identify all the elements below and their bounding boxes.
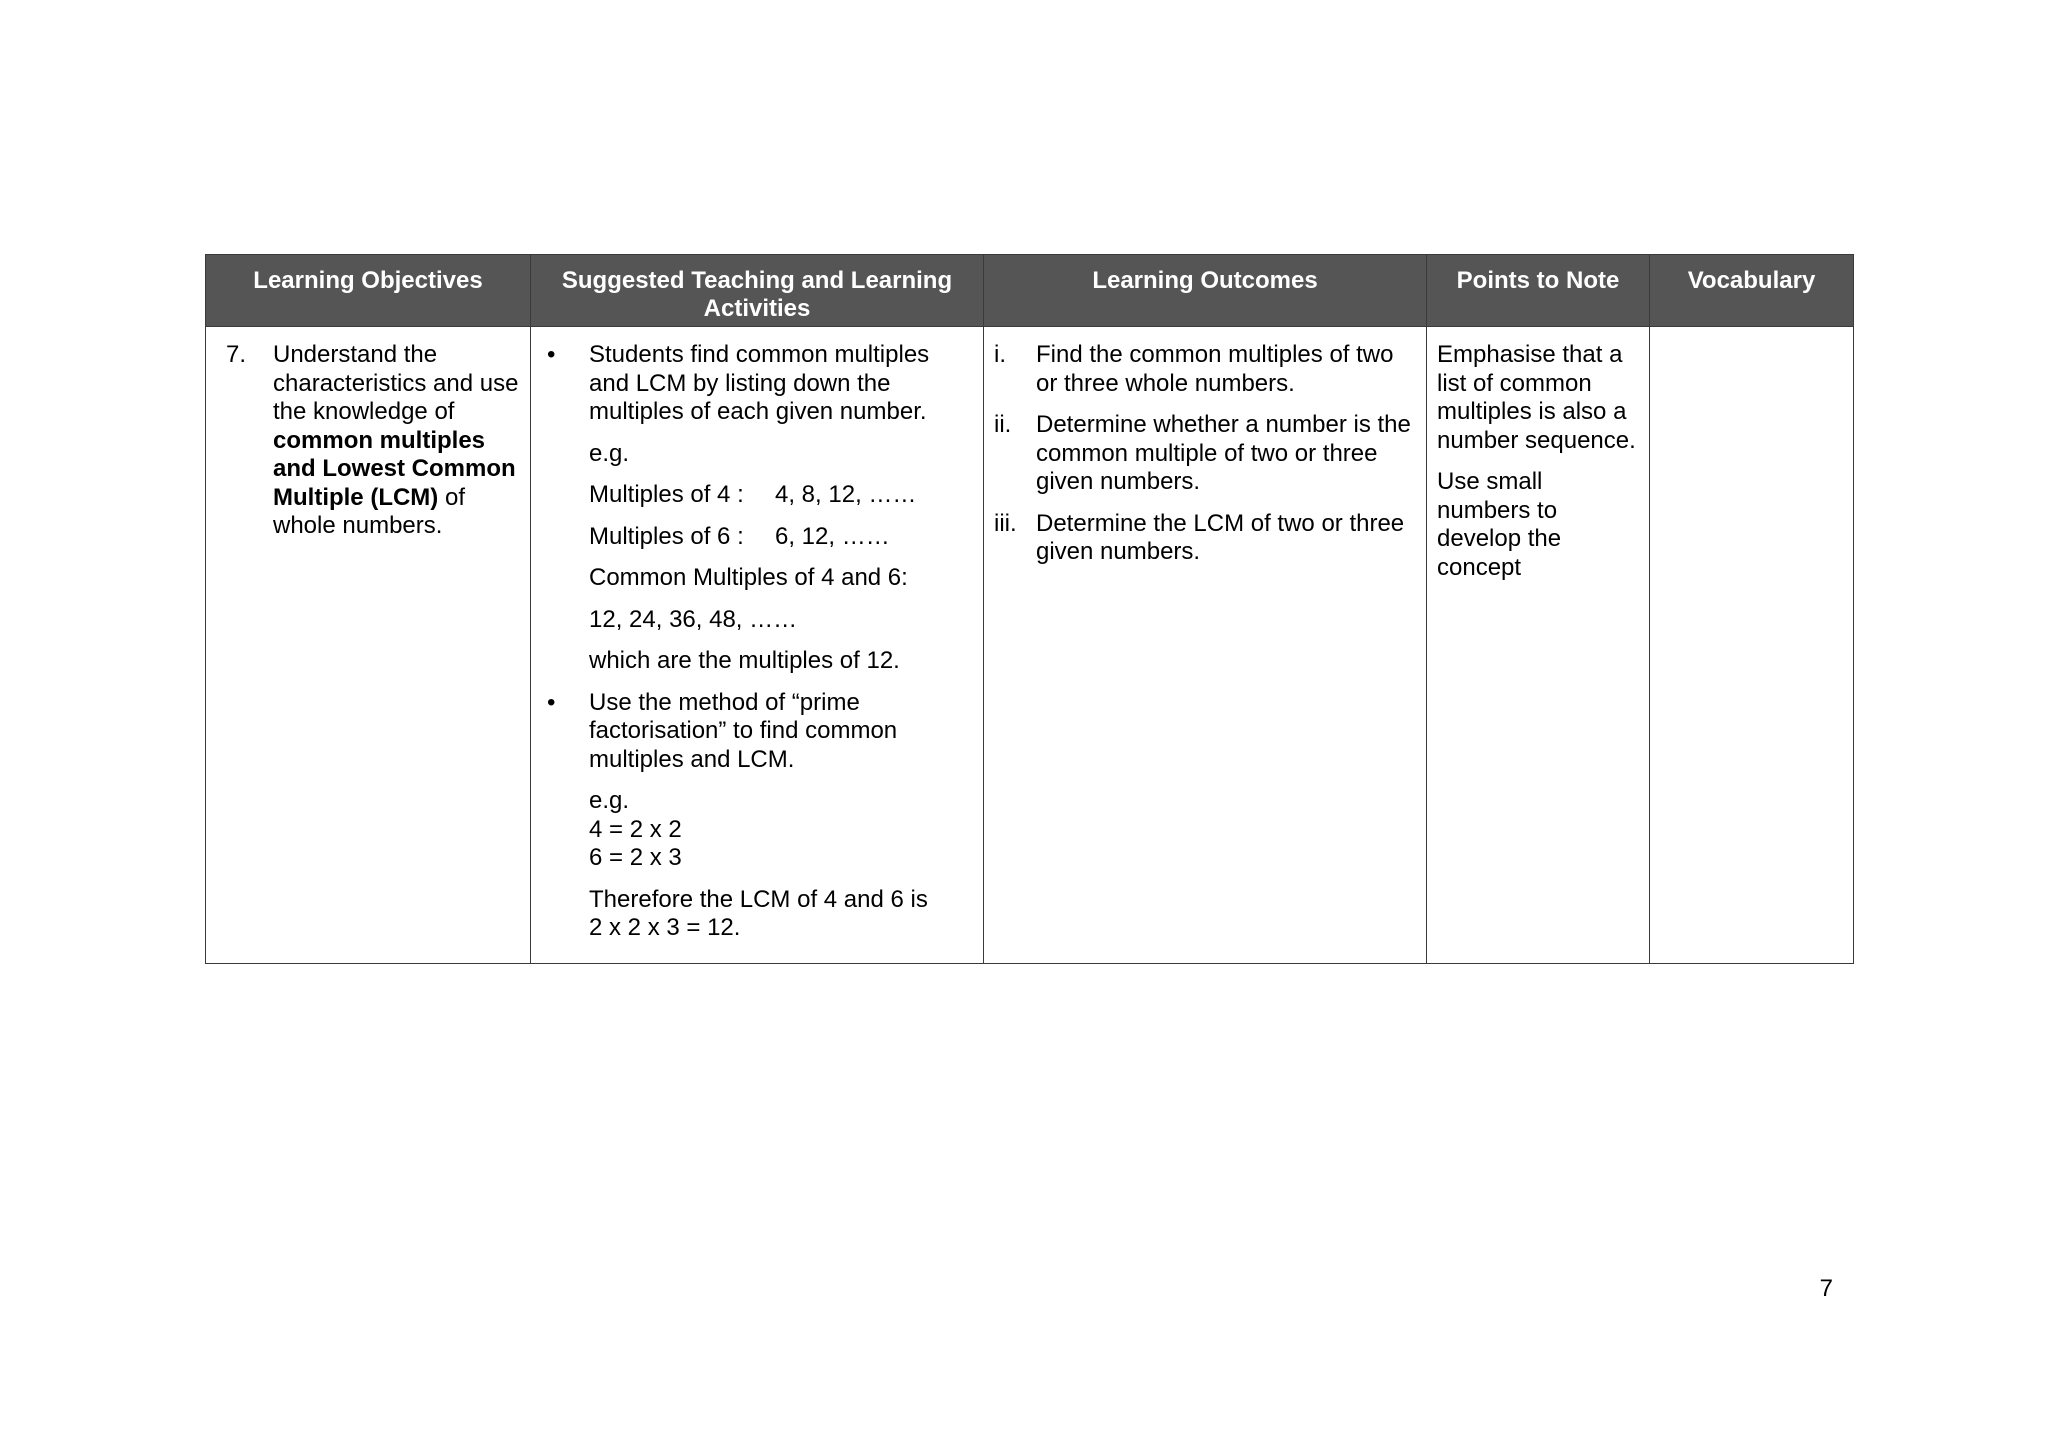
objective-text-part-2: of whole numbers.	[273, 483, 465, 539]
activities-cell	[531, 327, 984, 964]
lcm-conclusion	[541, 886, 973, 943]
objective-bold-term: common multiples and Lowest Common Multiple (LCM)	[273, 426, 516, 511]
example-label: e.g.	[589, 439, 630, 467]
points-cell	[1427, 327, 1650, 964]
header-vocabulary: Vocabulary	[1650, 255, 1854, 327]
activity-text: Students find common multiples and LCM by listing down the multiples of each given number.	[589, 341, 930, 425]
multiples-of-6-values: 6, 12, ……	[775, 522, 890, 550]
vocabulary-cell	[1650, 327, 1854, 964]
factorisation-6: 6 = 2 x 3	[589, 844, 682, 871]
activity-text: Use the method of “prime factorisation” to find common multiples and LCM.	[589, 688, 898, 773]
objective-number: 7.	[226, 341, 247, 368]
bullet-icon: •	[547, 341, 556, 368]
activity-item-listing	[541, 341, 973, 427]
header-row	[206, 255, 1854, 327]
page-number: 7	[1819, 1275, 1833, 1302]
example-block	[541, 787, 973, 873]
multiples-of-4-label: Multiples of 4 :	[589, 481, 744, 508]
outcome-text: Determine the LCM of two or three given numbers.	[1036, 509, 1405, 565]
multiples-of-6-label: Multiples of 6 :	[589, 522, 744, 550]
multiples-of-12-note: which are the multiples of 12.	[589, 647, 900, 674]
outcome-marker: ii.	[994, 411, 1012, 438]
objective-text	[273, 341, 520, 541]
multiples-of-4-line	[541, 481, 973, 510]
factorisation-4: 4 = 2 x 2	[589, 815, 682, 843]
multiples-of-6-line	[541, 523, 973, 552]
example-label: e.g.	[589, 787, 630, 814]
multiples-of-4-values: 4, 8, 12, ……	[775, 481, 917, 508]
outcome-marker: i.	[994, 341, 1006, 368]
syllabus-table	[205, 254, 1854, 964]
outcome-marker: iii.	[994, 509, 1017, 537]
header-suggested-activities: Suggested Teaching and Learning Activities	[531, 255, 984, 327]
outcome-item	[994, 341, 1416, 398]
header-points-to-note: Points to Note	[1427, 255, 1650, 327]
header-learning-objectives: Learning Objectives	[206, 255, 531, 327]
objective-item	[216, 341, 520, 541]
common-multiples-values: 12, 24, 36, 48, ……	[589, 605, 798, 633]
content-row	[206, 327, 1854, 964]
outcome-text: Find the common multiples of two or three whole numbers.	[1036, 341, 1394, 397]
bullet-icon: •	[547, 688, 556, 716]
common-multiples-label: Common Multiples of 4 and 6:	[589, 564, 908, 591]
lcm-conclusion-line-2: 2 x 2 x 3 = 12.	[589, 914, 741, 941]
outcomes-cell	[984, 327, 1427, 964]
header-learning-outcomes: Learning Outcomes	[984, 255, 1427, 327]
point-note-small-numbers: Use small numbers to develop the concept	[1437, 468, 1562, 581]
point-note-sequence: Emphasise that a list of common multiples is also a number sequence.	[1437, 341, 1636, 454]
lcm-conclusion-line-1: Therefore the LCM of 4 and 6 is	[589, 885, 928, 913]
outcome-text: Determine whether a number is the common multiple of two or three given numbers.	[1036, 411, 1411, 495]
objectives-cell	[206, 327, 531, 964]
objective-text-part-1: Understand the characteristics and use the knowledge of	[273, 341, 519, 425]
activity-item-prime-factorisation	[541, 689, 973, 775]
outcome-item	[994, 510, 1416, 567]
outcome-item	[994, 411, 1416, 497]
